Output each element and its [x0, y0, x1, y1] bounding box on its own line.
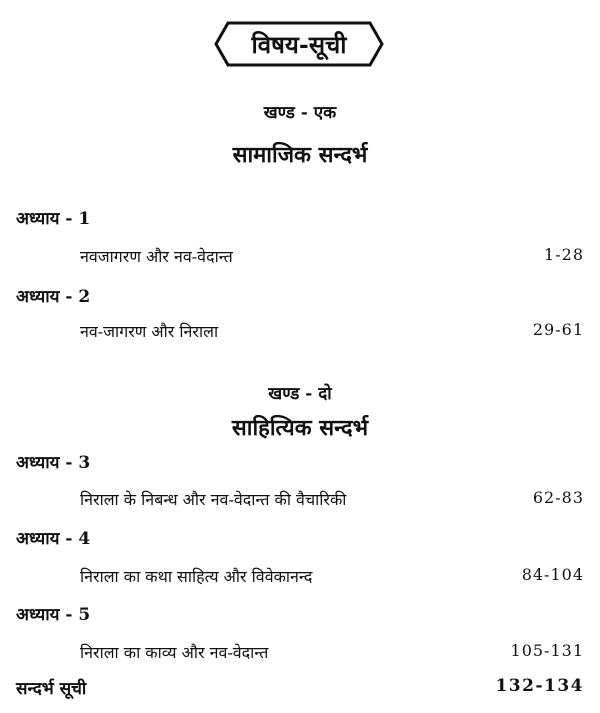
- chapter-3-pages: 62-83: [532, 488, 584, 507]
- chapter-3-title: निराला के निबन्ध और नव-वेदान्त की वैचारिकी: [80, 490, 347, 509]
- chapter-2-title: नव-जागरण और निराला: [80, 322, 219, 341]
- part-two-title: साहित्यिक सन्दर्भ: [231, 415, 369, 441]
- chapter-4-pages: 84-104: [521, 565, 584, 584]
- part-two-label: खण्ड - दो: [268, 384, 332, 404]
- chapter-5-label: अध्याय - 5: [16, 605, 91, 625]
- chapter-1-title: नवजागरण और नव-वेदान्त: [80, 247, 233, 266]
- chapter-1-pages: 1-28: [544, 245, 584, 264]
- chapter-2-label: अध्याय - 2: [16, 287, 91, 307]
- chapter-2-pages: 29-61: [532, 320, 584, 339]
- toc-title: विषय-सूची: [251, 29, 347, 59]
- chapter-1-label: अध्याय - 1: [16, 209, 91, 229]
- toc-title-frame: [214, 21, 384, 67]
- chapter-4-title: निराला का कथा साहित्य और विवेकानन्द: [80, 567, 313, 586]
- bibliography-label: सन्दर्भ सूची: [16, 679, 87, 699]
- chapter-5-title: निराला का काव्य और नव-वेदान्त: [80, 643, 269, 662]
- part-one-title: सामाजिक सन्दर्भ: [232, 142, 368, 168]
- part-one-label: खण्ड - एक: [263, 103, 337, 123]
- chapter-5-pages: 105-131: [510, 641, 584, 660]
- chapter-4-label: अध्याय - 4: [16, 529, 91, 549]
- chapter-3-label: अध्याय - 3: [16, 453, 91, 473]
- bibliography-pages: 132-134: [495, 676, 584, 696]
